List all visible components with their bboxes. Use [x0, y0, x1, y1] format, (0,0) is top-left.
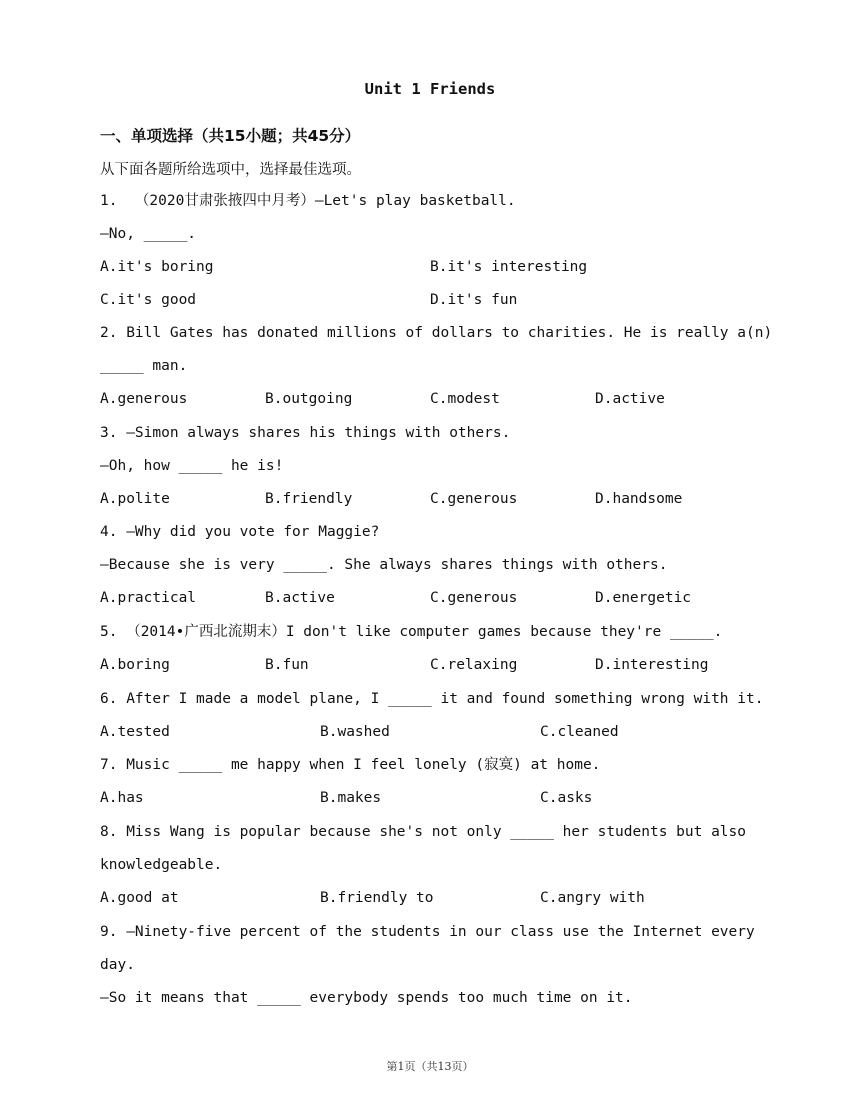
- question-8-option-b: B.friendly to: [320, 890, 434, 906]
- page-footer: 第1页（共13页）: [386, 1060, 474, 1073]
- section-heading: 一、单项选择（共15小题；共45分）: [100, 127, 361, 145]
- question-2-stem-line2: _____ man.: [100, 358, 188, 374]
- question-6-option-b: B.washed: [320, 724, 390, 740]
- question-3-stem: 3. —Simon always shares his things with others.: [100, 425, 511, 441]
- question-1-option-d: D.it's fun: [430, 292, 518, 308]
- question-1-stem: 1. （2020甘肃张掖四中月考）—Let's play basketball.: [100, 193, 516, 209]
- question-1-option-a: A.it's boring: [100, 259, 214, 275]
- question-2-option-c: C.modest: [430, 391, 500, 407]
- question-4-option-a: A.practical: [100, 590, 197, 606]
- question-2-option-a: A.generous: [100, 391, 188, 407]
- question-5-option-a: A.boring: [100, 657, 170, 673]
- question-5-stem: 5. （2014•广西北流期末）I don't like computer games because they're _____.: [100, 624, 723, 640]
- question-5-option-c: C.relaxing: [430, 657, 518, 673]
- question-6-option-c: C.cleaned: [540, 724, 619, 740]
- question-8-stem-line2: knowledgeable.: [100, 857, 223, 873]
- question-4-option-b: B.active: [265, 590, 335, 606]
- question-3-stem-line2: —Oh, how _____ he is!: [100, 458, 284, 474]
- instructions: 从下面各题所给选项中，选择最佳选项。: [100, 162, 361, 178]
- question-4-stem-line2: —Because she is very _____. She always shares things with others.: [100, 557, 668, 573]
- question-4-option-c: C.generous: [430, 590, 518, 606]
- question-1-option-c: C.it's good: [100, 292, 197, 308]
- question-2-stem: 2. Bill Gates has donated millions of dollars to charities. He is really a(n): [100, 325, 773, 341]
- question-3-option-a: A.polite: [100, 491, 170, 507]
- question-8-option-a: A.good at: [100, 890, 179, 906]
- question-1-option-b: B.it's interesting: [430, 259, 588, 275]
- question-8-stem: 8. Miss Wang is popular because she's not only _____ her students but also: [100, 824, 747, 840]
- question-3-option-b: B.friendly: [265, 491, 353, 507]
- question-6-option-a: A.tested: [100, 724, 170, 740]
- question-4-option-d: D.energetic: [595, 590, 692, 606]
- question-5-option-d: D.interesting: [595, 657, 709, 673]
- question-9-stem: 9. —Ninety-five percent of the students in our class use the Internet every: [100, 924, 755, 940]
- question-1-stem-line2: —No, _____.: [100, 226, 197, 242]
- question-8-option-c: C.angry with: [540, 890, 645, 906]
- page-title: Unit 1 Friends: [364, 80, 496, 98]
- question-4-stem: 4. —Why did you vote for Maggie?: [100, 524, 380, 540]
- question-2-option-d: D.active: [595, 391, 665, 407]
- question-3-option-c: C.generous: [430, 491, 518, 507]
- question-6-stem: 6. After I made a model plane, I _____ it and found something wrong with it.: [100, 691, 764, 707]
- question-3-option-d: D.handsome: [595, 491, 683, 507]
- question-2-option-b: B.outgoing: [265, 391, 353, 407]
- question-7-option-b: B.makes: [320, 790, 382, 806]
- question-9-stem-line2: day.: [100, 957, 135, 973]
- question-5-option-b: B.fun: [265, 657, 309, 673]
- question-7-stem: 7. Music _____ me happy when I feel lonely (寂寞) at home.: [100, 757, 601, 773]
- question-7-option-a: A.has: [100, 790, 144, 806]
- question-7-option-c: C.asks: [540, 790, 593, 806]
- question-9-stem-line3: —So it means that _____ everybody spends too much time on it.: [100, 990, 633, 1006]
